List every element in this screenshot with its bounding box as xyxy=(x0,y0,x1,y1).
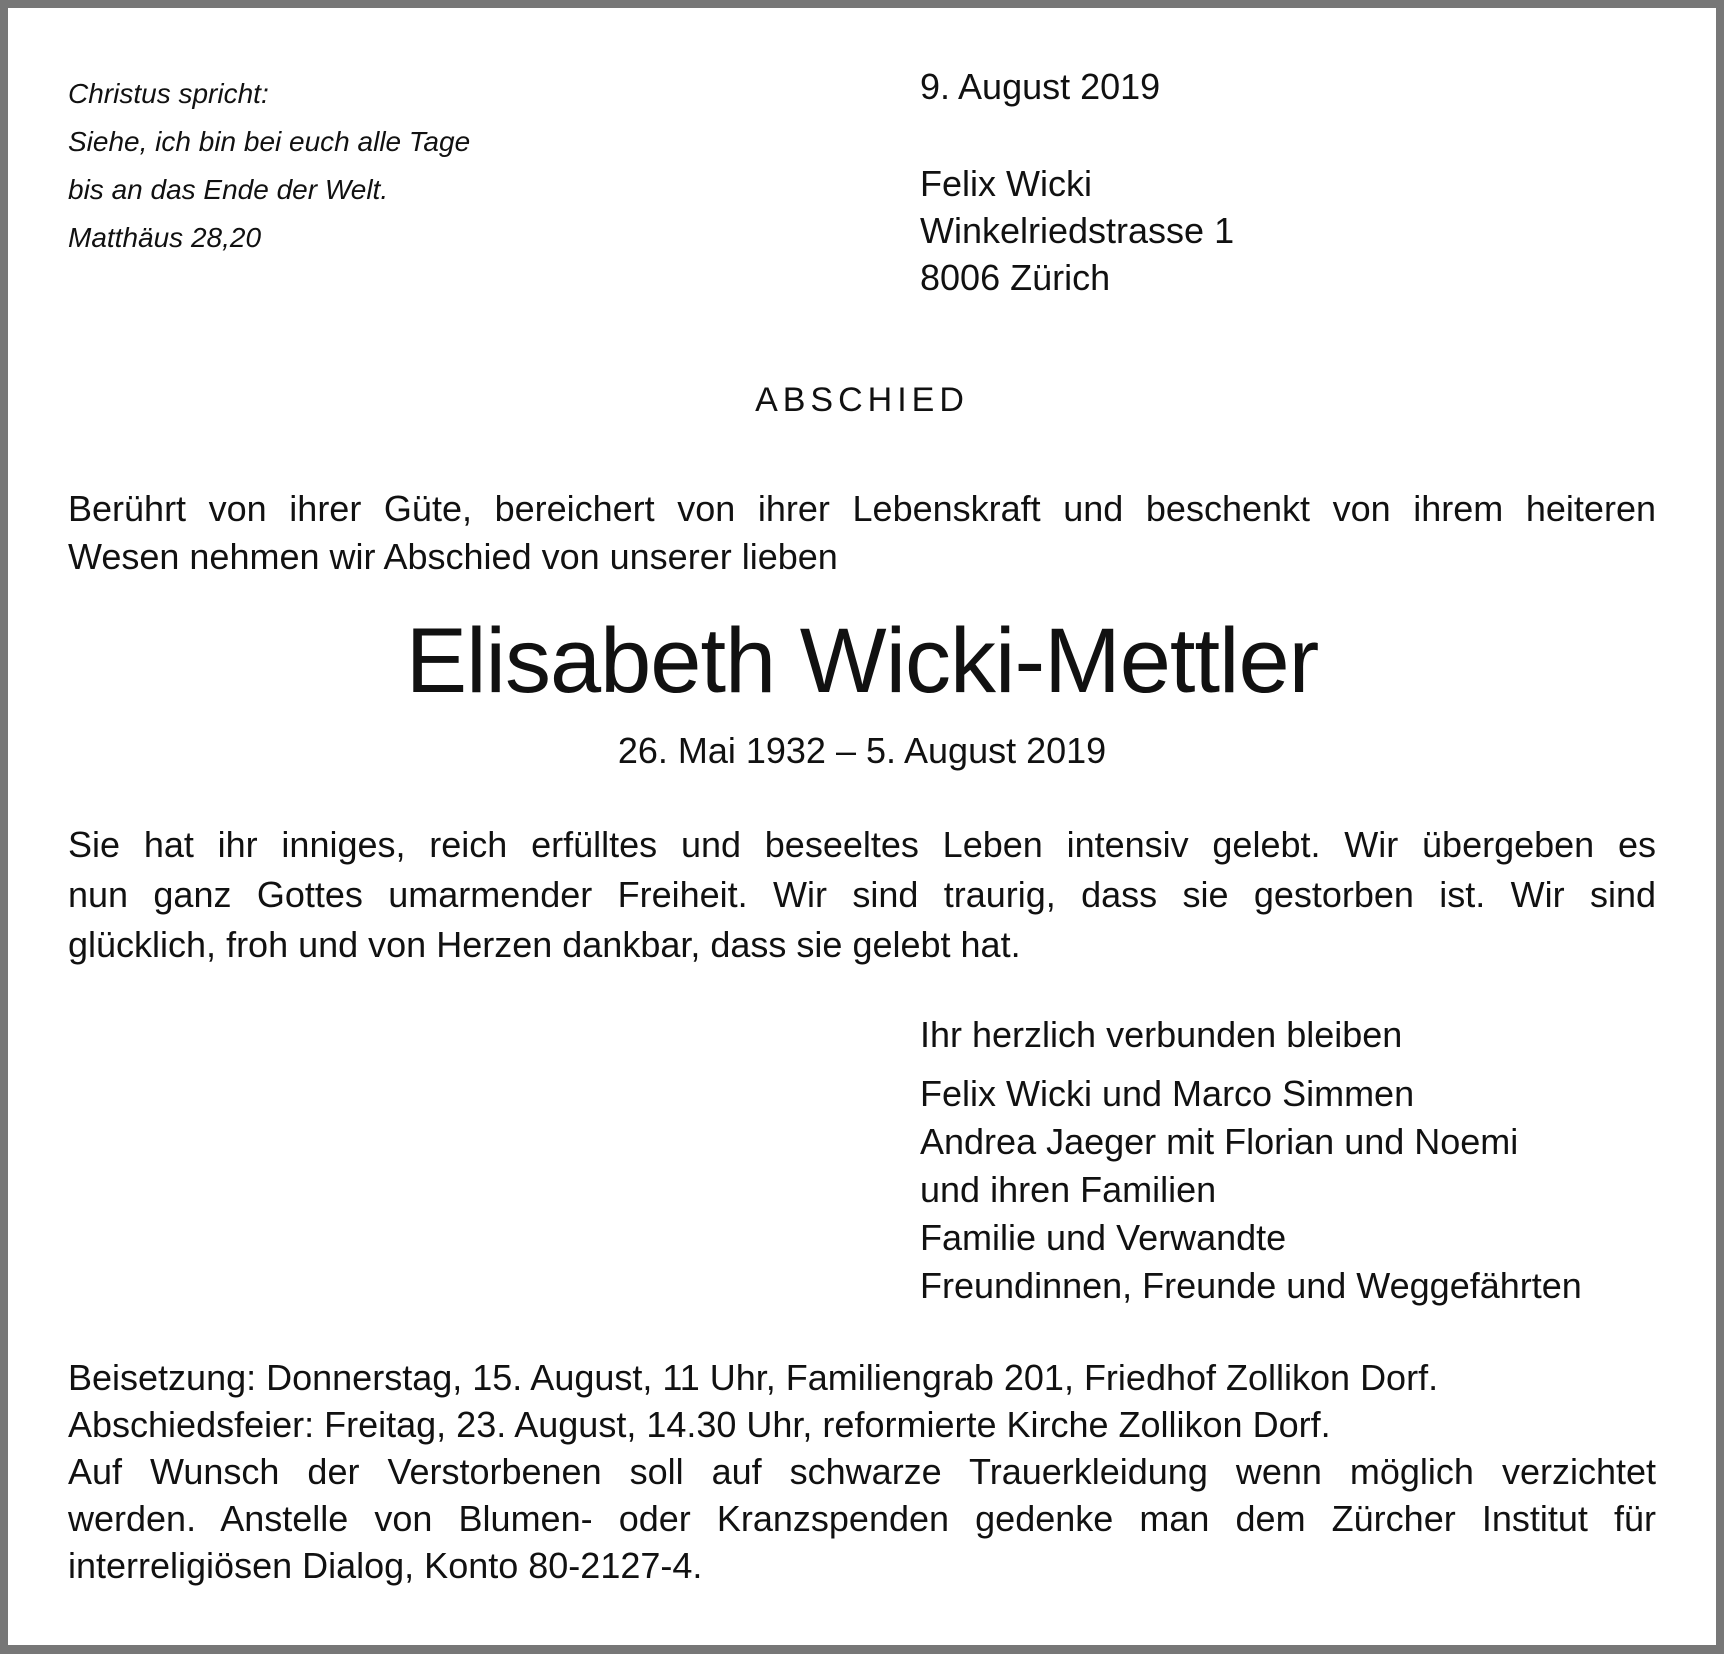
dress-request-line: Auf Wunsch der Verstorbenen soll auf schwarze Trauerkleidung wenn möglich verzichtet xyxy=(68,1451,1656,1492)
signatory: und ihren Familien xyxy=(920,1169,1217,1210)
burial-info: Beisetzung: Donnerstag, 15. August, 11 Uhr, Familiengrab 201, Friedhof Zollikon Dorf. xyxy=(68,1357,1439,1398)
intro-line: Wesen nehmen wir Abschied von unserer lieben xyxy=(68,536,838,577)
address-street: Winkelriedstrasse 1 xyxy=(920,210,1235,251)
intro-line: Berührt von ihrer Güte, bereichert von ihrer Lebenskraft und beschenkt von ihrem heiteren xyxy=(68,488,1656,529)
tribute-line: glücklich, froh und von Herzen dankbar, dass sie gelebt hat. xyxy=(68,924,1021,965)
bible-quote xyxy=(68,70,768,262)
quote-line: bis an das Ende der Welt. xyxy=(68,174,389,205)
notice-date: 9. August 2019 xyxy=(920,66,1161,107)
signature-names xyxy=(920,1070,1582,1310)
donation-info-line: werden. Anstelle von Blumen- oder Kranzspenden gedenke man dem Zürcher Institut für xyxy=(68,1498,1656,1539)
quote-reference: Matthäus 28,20 xyxy=(68,222,262,253)
tribute-paragraph xyxy=(68,820,1656,970)
signatory: Freundinnen, Freunde und Weggefährten xyxy=(920,1265,1582,1306)
address-name: Felix Wicki xyxy=(920,163,1092,204)
memorial-service-info: Abschiedsfeier: Freitag, 23. August, 14.30 Uhr, reformierte Kirche Zollikon Dorf. xyxy=(68,1404,1331,1445)
intro-paragraph xyxy=(68,485,1656,581)
donation-account-line: interreligiösen Dialog, Konto 80-2127-4. xyxy=(68,1545,703,1586)
signatory: Andrea Jaeger mit Florian und Noemi xyxy=(920,1121,1519,1162)
deceased-name: Elisabeth Wicki-Mettler xyxy=(405,610,1319,712)
service-details xyxy=(68,1354,1656,1589)
tribute-line: Sie hat ihr inniges, reich erfülltes und beseeltes Leben intensiv gelebt. Wir übergeben es xyxy=(68,824,1656,865)
signatory: Felix Wicki und Marco Simmen xyxy=(920,1073,1415,1114)
section-heading: ABSCHIED xyxy=(755,381,969,419)
quote-line: Christus spricht: xyxy=(68,78,269,109)
tribute-line: nun ganz Gottes umarmender Freiheit. Wir sind traurig, dass sie gestorben ist. Wir sind xyxy=(68,874,1656,915)
address-city: 8006 Zürich xyxy=(920,257,1111,298)
life-dates: 26. Mai 1932 – 5. August 2019 xyxy=(617,730,1107,771)
contact-address xyxy=(920,160,1234,301)
quote-line: Siehe, ich bin bei euch alle Tage xyxy=(68,126,471,157)
signature-intro: Ihr herzlich verbunden bleiben xyxy=(920,1014,1403,1055)
obituary-page xyxy=(8,8,1716,1645)
signatory: Familie und Verwandte xyxy=(920,1217,1287,1258)
